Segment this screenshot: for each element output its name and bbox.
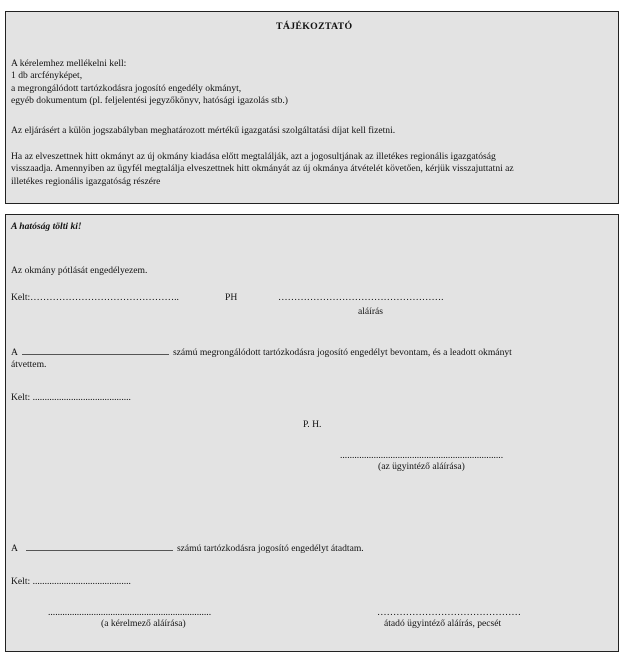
found-document-notice	[11, 151, 614, 188]
handover-officer-signature-label: átadó ügyintéző aláírás, pecsét	[384, 618, 502, 629]
handover-date-field[interactable]: Kelt: .........................................	[11, 576, 131, 587]
approval-date-field[interactable]: Kelt:………………………………………..	[11, 292, 179, 303]
approval-stamp-label: PH	[225, 292, 238, 303]
revoke-suffix: számú megrongálódott tartózkodásra jogosító engedélyt bevontam, és a leadott okmányt	[172, 347, 512, 358]
notice-line: Ha az elveszettnek hitt okmányt az új okmány kiadása előtt megtalálják, azt a jogosultjának az illetékes regionális igazgatóság	[11, 151, 496, 162]
handover-officer-signature-field[interactable]: ………………………………………	[377, 607, 521, 618]
attachment-item: a megrongálódott tartózkodásra jogosító engedély okmányt,	[11, 82, 242, 94]
fee-text: Az eljárásért a külön jogszabályban meghatározott mértékű igazgatási szolgáltatási díjat kell fizetni.	[11, 125, 396, 136]
approval-signature-field[interactable]: …………………………………………….	[278, 292, 444, 303]
revoke-line2: átvettem.	[11, 359, 47, 370]
officer-signature-label: (az ügyintéző aláírása)	[378, 461, 465, 472]
revoke-prefix: A	[11, 347, 18, 358]
information-box	[5, 11, 619, 204]
attachments-intro: A kérelemhez mellékelni kell:	[11, 58, 127, 69]
attachment-item: egyéb dokumentum (pl. feljelentési jegyzőkönyv, hatósági igazolás stb.)	[11, 95, 288, 107]
authority-heading: A hatóság tölti ki!	[11, 221, 82, 232]
attachments-list	[11, 58, 614, 108]
handover-suffix: számú tartózkodásra jogosító engedélyt átadtam.	[176, 543, 364, 554]
revoke-stamp-label: P. H.	[303, 419, 322, 430]
notice-line: illetékes regionális igazgatóság részére	[11, 175, 161, 187]
attachment-item: 1 db arcfényképet,	[11, 70, 83, 82]
officer-signature-field[interactable]: ....................................................................	[340, 450, 504, 461]
handover-statement	[11, 542, 364, 555]
fee-notice	[11, 125, 614, 137]
handover-prefix: A	[11, 543, 18, 554]
applicant-signature-label: (a kérelmező aláírása)	[101, 618, 186, 629]
approval-signature-label: aláírás	[358, 306, 384, 317]
authority-section	[5, 214, 619, 652]
revoke-permit-number-field[interactable]	[22, 346, 169, 355]
applicant-signature-field[interactable]: ....................................................................	[48, 607, 212, 618]
revoke-date-field[interactable]: Kelt: .........................................	[11, 392, 131, 403]
notice-line: visszaadja. Amennyiben az ügyfél megtalálja elveszettnek hitt okmányát az új okmánya átvételét követően, kérjük visszajuttatni az	[11, 163, 514, 175]
revoke-statement	[11, 346, 512, 359]
handover-permit-number-field[interactable]	[26, 542, 173, 551]
approval-text: Az okmány pótlását engedélyezem.	[11, 265, 148, 276]
info-title: TÁJÉKOZTATÓ	[276, 21, 353, 32]
